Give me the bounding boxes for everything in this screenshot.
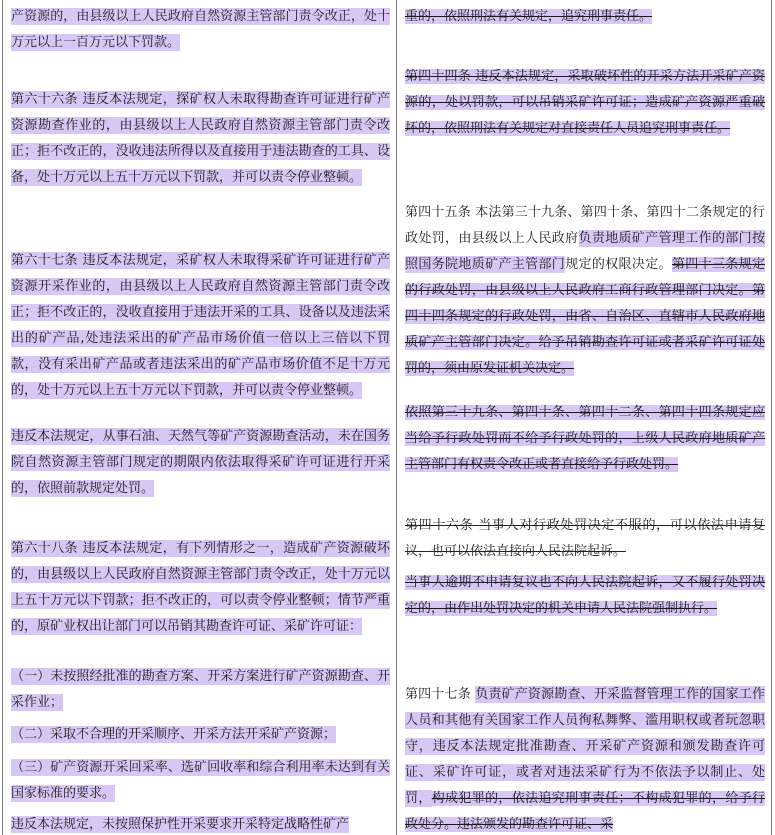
article-45-old: 第四十五条 本法第三十九条、第四十条、第四十二条规定的行政处罚，由县级以上人民政府负责地质矿产管理工作的部门按照国务院地质矿产主管部门规定的权限决定。第四十三条规定的行政处罚，由县级以上人民政府工商行政管理部门决定。第四十四条规定的行政处罚，由省、自治区、直辖市人民政府地质矿产主管部门决定。给予吊销勘查许可证或者采矿许可证处罚的，须由原发证机关决定。: [405, 205, 765, 376]
paragraph-truncated: 违反本法规定，未按照保护性开采要求开采特定战略性矿产: [11, 817, 350, 832]
article-68-item-2: （二）采取不合理的开采顺序、开采方法开采矿产资源；: [11, 727, 337, 742]
article-46-old: 第四十六条 当事人对行政处罚决定不服的，可以依法申请复议，也可以依法直接向人民法院起诉。: [405, 518, 765, 559]
article-67-paragraph-2: 违反本法规定，从事石油、天然气等矿产资源勘查活动，未在国务院自然资源主管部门规定的期限内依法取得采矿许可证进行开采的，依照前款规定处罚。: [11, 429, 390, 496]
article-68-item-3: （三）矿产资源开采回采率、选矿回收率和综合利用率未达到有关国家标准的要求。: [11, 760, 390, 801]
article-46-paragraph-2-old: 当事人逾期不申请复议也不向人民法院起诉，又不履行处罚决定的，由作出处罚决定的机关申请人民法院强制执行。: [405, 575, 765, 616]
paragraph-continuation-old: 重的，依照刑法有关规定，追究刑事责任。: [405, 9, 653, 24]
article-66: 第六十六条 违反本法规定，探矿权人未取得勘查许可证进行矿产资源勘查作业的，由县级以上人民政府自然资源主管部门责令改正；拒不改正的，没收违法所得以及直接用于违法勘查的工具、设备，处十万元以上五十万元以下罚款，并可以责令停业整顿。: [11, 92, 390, 185]
new-law-column: [2, 0, 397, 835]
article-45-paragraph-2-old: 依照第三十九条、第四十条、第四十二条、第四十四条规定应当给予行政处罚而不给予行政处罚的，上级人民政府地质矿产主管部门有权责令改正或者直接给予行政处罚。: [405, 405, 765, 472]
article-68: 第六十八条 违反本法规定，有下列情形之一，造成矿产资源破坏的，由县级以上人民政府自然资源主管部门责令改正，处十万元以上五十万元以下罚款；拒不改正的，可以责令停业整顿；情节严重的，原矿业权出让部门可以吊销其勘查许可证、采矿许可证：: [11, 541, 390, 634]
article-44-old: 第四十四条 违反本法规定，采取破坏性的开采方法开采矿产资源的，处以罚款，可以吊销采矿许可证；造成矿产资源严重破坏的，依照刑法有关规定对直接责任人员追究刑事责任。: [405, 69, 765, 136]
paragraph-continuation: 产资源的，由县级以上人民政府自然资源主管部门责令改正，处十万元以上一百万元以下罚款。: [11, 9, 390, 50]
article-68-item-1: （一）未按照经批准的勘查方案、开采方案进行矿产资源勘查、开采作业；: [11, 669, 390, 710]
article-47-old: 第四十七条 负责矿产资源勘查、开采监督管理工作的国家工作人员和其他有关国家工作人员徇私舞弊、滥用职权或者玩忽职守，违反本法规定批准勘查、开采矿产资源和颁发勘查许可证、采矿许可证，或者对违法采矿行为不依法予以制止、处罚，构成犯罪的，依法追究刑事责任；不构成犯罪的，给予行政处分。违法颁发的勘查许可证、采: [405, 687, 765, 832]
old-law-column: [397, 0, 772, 835]
article-67: 第六十七条 违反本法规定，采矿权人未取得采矿许可证进行矿产资源开采作业的，由县级以上人民政府自然资源主管部门责令改正；拒不改正的，没收直接用于违法开采的工具、设备以及违法采出的矿产品,处违法采出的矿产品市场价值一倍以上三倍以下罚款，没有采出矿产品或者违法采出的矿产品市场价值不足十万元的，处十万元以上五十万元以下罚款，并可以责令停业整顿。: [11, 253, 390, 398]
